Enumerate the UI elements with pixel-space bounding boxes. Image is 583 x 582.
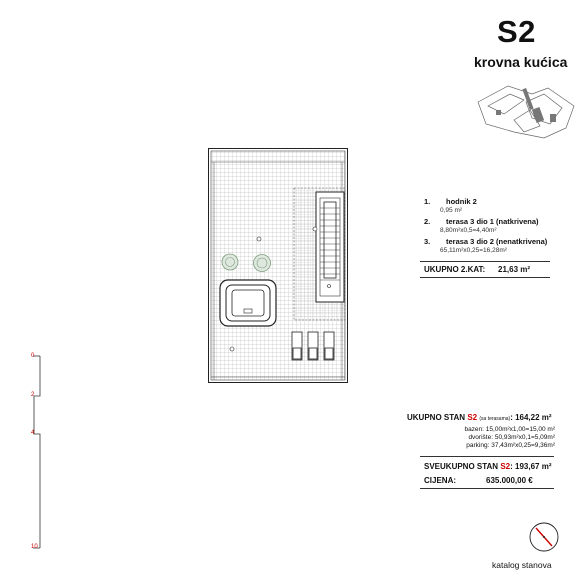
- divider: [420, 261, 550, 262]
- unit-total: UKUPNO STAN S2 (sa terasama): 164,22 m²: [407, 413, 552, 422]
- unit-code: S2: [497, 14, 536, 49]
- floor-plan: [208, 148, 348, 383]
- site-keyplan: [474, 80, 578, 150]
- divider: [420, 456, 554, 457]
- room-item: 2. terasa 3 dio 1 (natkrivena) 8,80m²x0,5=4,40m²: [424, 217, 539, 234]
- extra-item: bazen: 15,00m²x1,00=15,00 m²: [464, 426, 555, 433]
- room-item: 1. hodnik 2 0,95 m²: [424, 197, 477, 214]
- compass-icon: [527, 520, 561, 554]
- scale-label: 4: [31, 430, 35, 436]
- room-item: 3. terasa 3 dio 2 (nenatkrivena) 65,11m²x0,25=16,28m²: [424, 237, 548, 254]
- scale-label: 2: [31, 392, 35, 398]
- extra-item: dvorište: 50,93m²x0,1=5,09m²: [468, 434, 555, 441]
- unit-type: krovna kućica: [474, 54, 568, 70]
- grand-total: SVEUKUPNO STAN S2: 193,67 m²: [424, 462, 552, 471]
- scale-label: 0: [31, 353, 35, 359]
- divider: [420, 488, 554, 489]
- scale-bar: [30, 352, 50, 552]
- extra-item: parking: 37,43m²x0,25=9,36m²: [466, 442, 555, 449]
- catalog-label: katalog stanova: [492, 560, 552, 570]
- divider: [420, 277, 550, 278]
- floor-total: UKUPNO 2.KAT: 21,63 m²: [424, 265, 531, 274]
- price-value: 635.000,00 €: [486, 476, 533, 485]
- price-label: CIJENA:: [424, 476, 457, 485]
- scale-label: 10: [31, 544, 38, 550]
